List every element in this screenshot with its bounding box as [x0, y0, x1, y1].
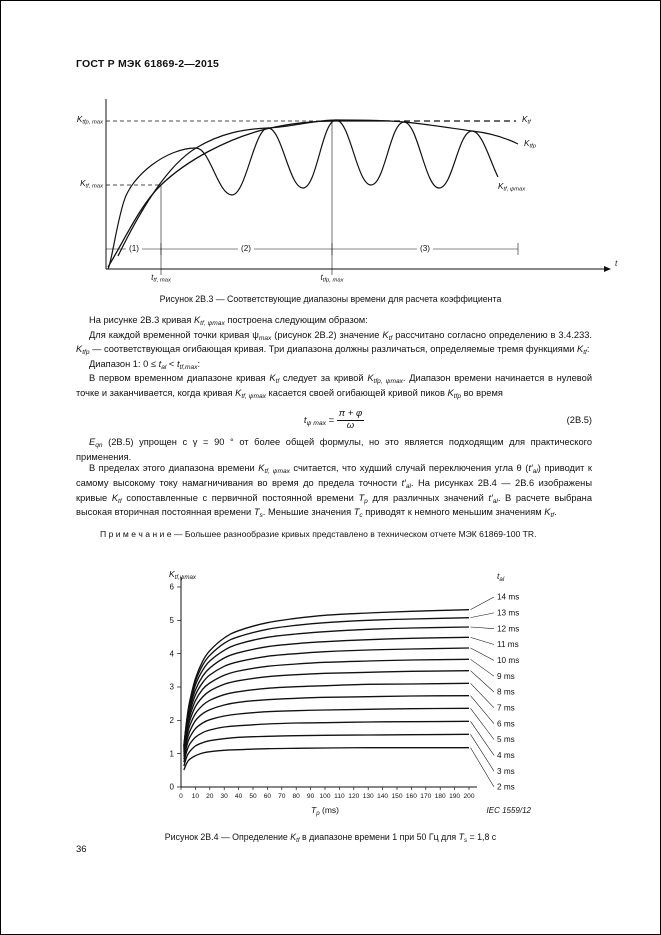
series-label: 14 ms	[497, 592, 520, 602]
formula-expression: $t_{\psi max}$ = $\frac{\pi + \varphi}{\omega}$	[303, 408, 363, 432]
x-tick-label: 30	[220, 793, 228, 800]
x-tick-label: 160	[405, 793, 417, 800]
x-tick-label: 40	[234, 793, 243, 800]
leader-line	[471, 627, 495, 629]
series-label: 2 ms	[497, 782, 515, 792]
figure-credit: IEC 1559/12	[486, 806, 531, 815]
leader-line	[471, 721, 495, 755]
label-region-1: (1)	[126, 245, 142, 253]
curve-ktfp-envelope	[118, 120, 518, 256]
y-tick-label: 6	[169, 582, 174, 592]
label-region-2: (2)	[238, 245, 254, 253]
series-11ms	[184, 637, 469, 747]
leader-line	[471, 696, 495, 724]
body-text	[76, 315, 592, 539]
paragraph-4: В первом временном диапазоне кривая $K_{tf}$ следует за кривой $K_{tfp, \psi max}$. Диапазон времени начинается в нулевой точке и заканчивается, когда кривая $K_{tf, \psi max}$ касается своей огибающей кривой пиков $K_{tfp}$ во время	[76, 373, 593, 400]
figure-2b3-caption: Рисунок 2В.3 — Соответствующие диапазоны времени для расчета коэффициента	[159, 294, 502, 304]
figure-2b4-chart	[137, 567, 649, 829]
leader-line	[471, 637, 495, 644]
label-ktf: $K_{tf}$	[522, 115, 531, 126]
figure-2b3	[66, 91, 641, 293]
x-tick-label: 130	[362, 793, 374, 800]
series-12ms	[184, 627, 469, 747]
document-header: ГОСТ Р МЭК 61869-2—2015	[76, 58, 220, 70]
x-tick-label: 120	[348, 793, 360, 800]
series-2ms	[184, 748, 469, 770]
x-tick-label: 100	[319, 793, 331, 800]
chart-canvas	[137, 567, 649, 829]
label-ktf-max: $K_{tf, max}$	[80, 179, 103, 190]
series-label: 6 ms	[497, 719, 515, 729]
x-tick-label: 90	[306, 793, 315, 800]
figure-2b4-caption: Рисунок 2В.4 — Определение $K_{tf}$ в диапазоне времени 1 при 50 Гц для $T_s = 1,8$ с	[164, 832, 497, 844]
x-tick-label: 80	[292, 793, 300, 800]
label-ktfp-max: $K_{tfp, max}$	[76, 115, 103, 126]
curve-ktf-psimax	[108, 120, 498, 269]
leader-line	[471, 648, 495, 660]
x-axis-title: $T_p$ (ms)	[310, 805, 340, 817]
axis-ticks	[161, 269, 332, 275]
y-tick-label: 3	[169, 682, 174, 692]
x-tick-label: 190	[449, 793, 461, 800]
series-14ms	[184, 610, 469, 746]
equation-number: (2В.5)	[566, 415, 592, 425]
label-ktfp: $K_{tfp}$	[524, 139, 536, 150]
y-tick-label: 5	[169, 615, 174, 625]
leader-line	[471, 683, 495, 708]
leader-line	[471, 613, 495, 618]
x-tick-label: 20	[206, 793, 214, 800]
series-label: 5 ms	[497, 735, 515, 745]
leader-line	[471, 734, 495, 771]
leader-line	[471, 597, 495, 610]
y-tick-label: 2	[169, 715, 174, 725]
paragraph-3: Диапазон 1: $0 \le t_{al} < t_{tf,max}$:	[89, 358, 201, 371]
paragraph-6: В пределах этого диапазона времени $K_{tf, \psi max}$ считается, что худший случай переключения угла θ $(t'_{al})$ приводит к самому высокому току намагничивания во время до предела точности $t'_{al}$. На рисунках 2В.4 — 2В.6 изображены кривые $K_{tf}$ сопоставленные с первичной постоянной времени $T_p$ для различных значений $t'_{al}$. В расчете выбрана высокая вторичная постоянная времени $T_s$. Меньшие значения $T_c$ приводят к немного меньшим значениям $K_{tf}$.	[76, 463, 593, 520]
x-tick-label: 180	[434, 793, 446, 800]
x-tick-label: 150	[391, 793, 403, 800]
label-region-3: (3)	[417, 245, 433, 253]
note-paragraph: П р и м е ч а н и е — Большее разнообразие кривых представлено в техническом отчете МЭК 61869-100 TR.	[100, 528, 537, 539]
x-tick-label: 110	[334, 793, 345, 800]
series-4ms	[184, 721, 469, 762]
paragraph-5: $E_{qn}$ (2В.5) упрощен с γ = 90 ° от более общей формулы, но это является подходящим для практического применения.	[76, 437, 592, 462]
label-t-tfp-max: $t_{tfp, max}$	[320, 273, 344, 284]
series-8ms	[184, 671, 469, 752]
leader-line	[471, 748, 495, 787]
legend-header: $t_{al}$	[497, 571, 505, 583]
label-t-tf-max: $t_{tf, max}$	[151, 273, 171, 284]
series-label: 13 ms	[497, 608, 520, 618]
series-label: 3 ms	[497, 766, 515, 776]
x-tick-label: 200	[463, 793, 475, 800]
label-t-axis: t	[615, 259, 618, 268]
x-tick-label: 140	[377, 793, 389, 800]
label-ktf-psimax: $K_{tf, \psi max}$	[498, 182, 526, 193]
y-tick-label: 4	[169, 649, 174, 659]
x-tick-label: 0	[179, 793, 183, 800]
series-label: 7 ms	[497, 703, 515, 713]
chart-axes	[181, 577, 477, 787]
formula-denominator: ω	[346, 420, 355, 432]
x-tick-label: 170	[420, 793, 432, 800]
series-label: 8 ms	[497, 687, 515, 697]
x-tick-label: 10	[191, 793, 200, 800]
series-5ms	[184, 708, 469, 759]
series-label: 10 ms	[497, 655, 520, 665]
y-tick-label: 1	[169, 749, 174, 759]
series-label: 12 ms	[497, 624, 520, 634]
series-label: 9 ms	[497, 671, 515, 681]
paragraph-2: Для каждой временной точки кривая $\psi_{max}$ (рисунок 2В.2) значение $K_{tf}$ рассчитано согласно определению в 3.4.233. $K_{tfp}$ — соответствующая огибающая кривая. Три диапазона должны различаться, определяемые тремя функциями $K_{tf}$:	[76, 329, 593, 357]
series-7ms	[184, 683, 469, 754]
x-tick-label: 50	[249, 793, 257, 800]
y-axis-title: $K_{tf,\psi max}$	[169, 569, 197, 581]
formula-2b5	[76, 409, 592, 432]
formula-numerator: π + φ	[338, 408, 363, 420]
series-label: 11 ms	[497, 640, 519, 650]
series-10ms	[184, 648, 469, 749]
paragraph-1: На рисунке 2В.3 кривая $K_{tf, \psi max}$ построена следующим образом:	[89, 315, 368, 327]
y-tick-label: 0	[169, 782, 174, 792]
series-label: 4 ms	[497, 750, 515, 760]
x-tick-label: 60	[263, 793, 272, 800]
figure-2b3-drawing	[66, 91, 641, 293]
leader-line	[471, 708, 495, 739]
page-number: 36	[76, 844, 87, 855]
x-tick-label: 70	[278, 793, 286, 800]
